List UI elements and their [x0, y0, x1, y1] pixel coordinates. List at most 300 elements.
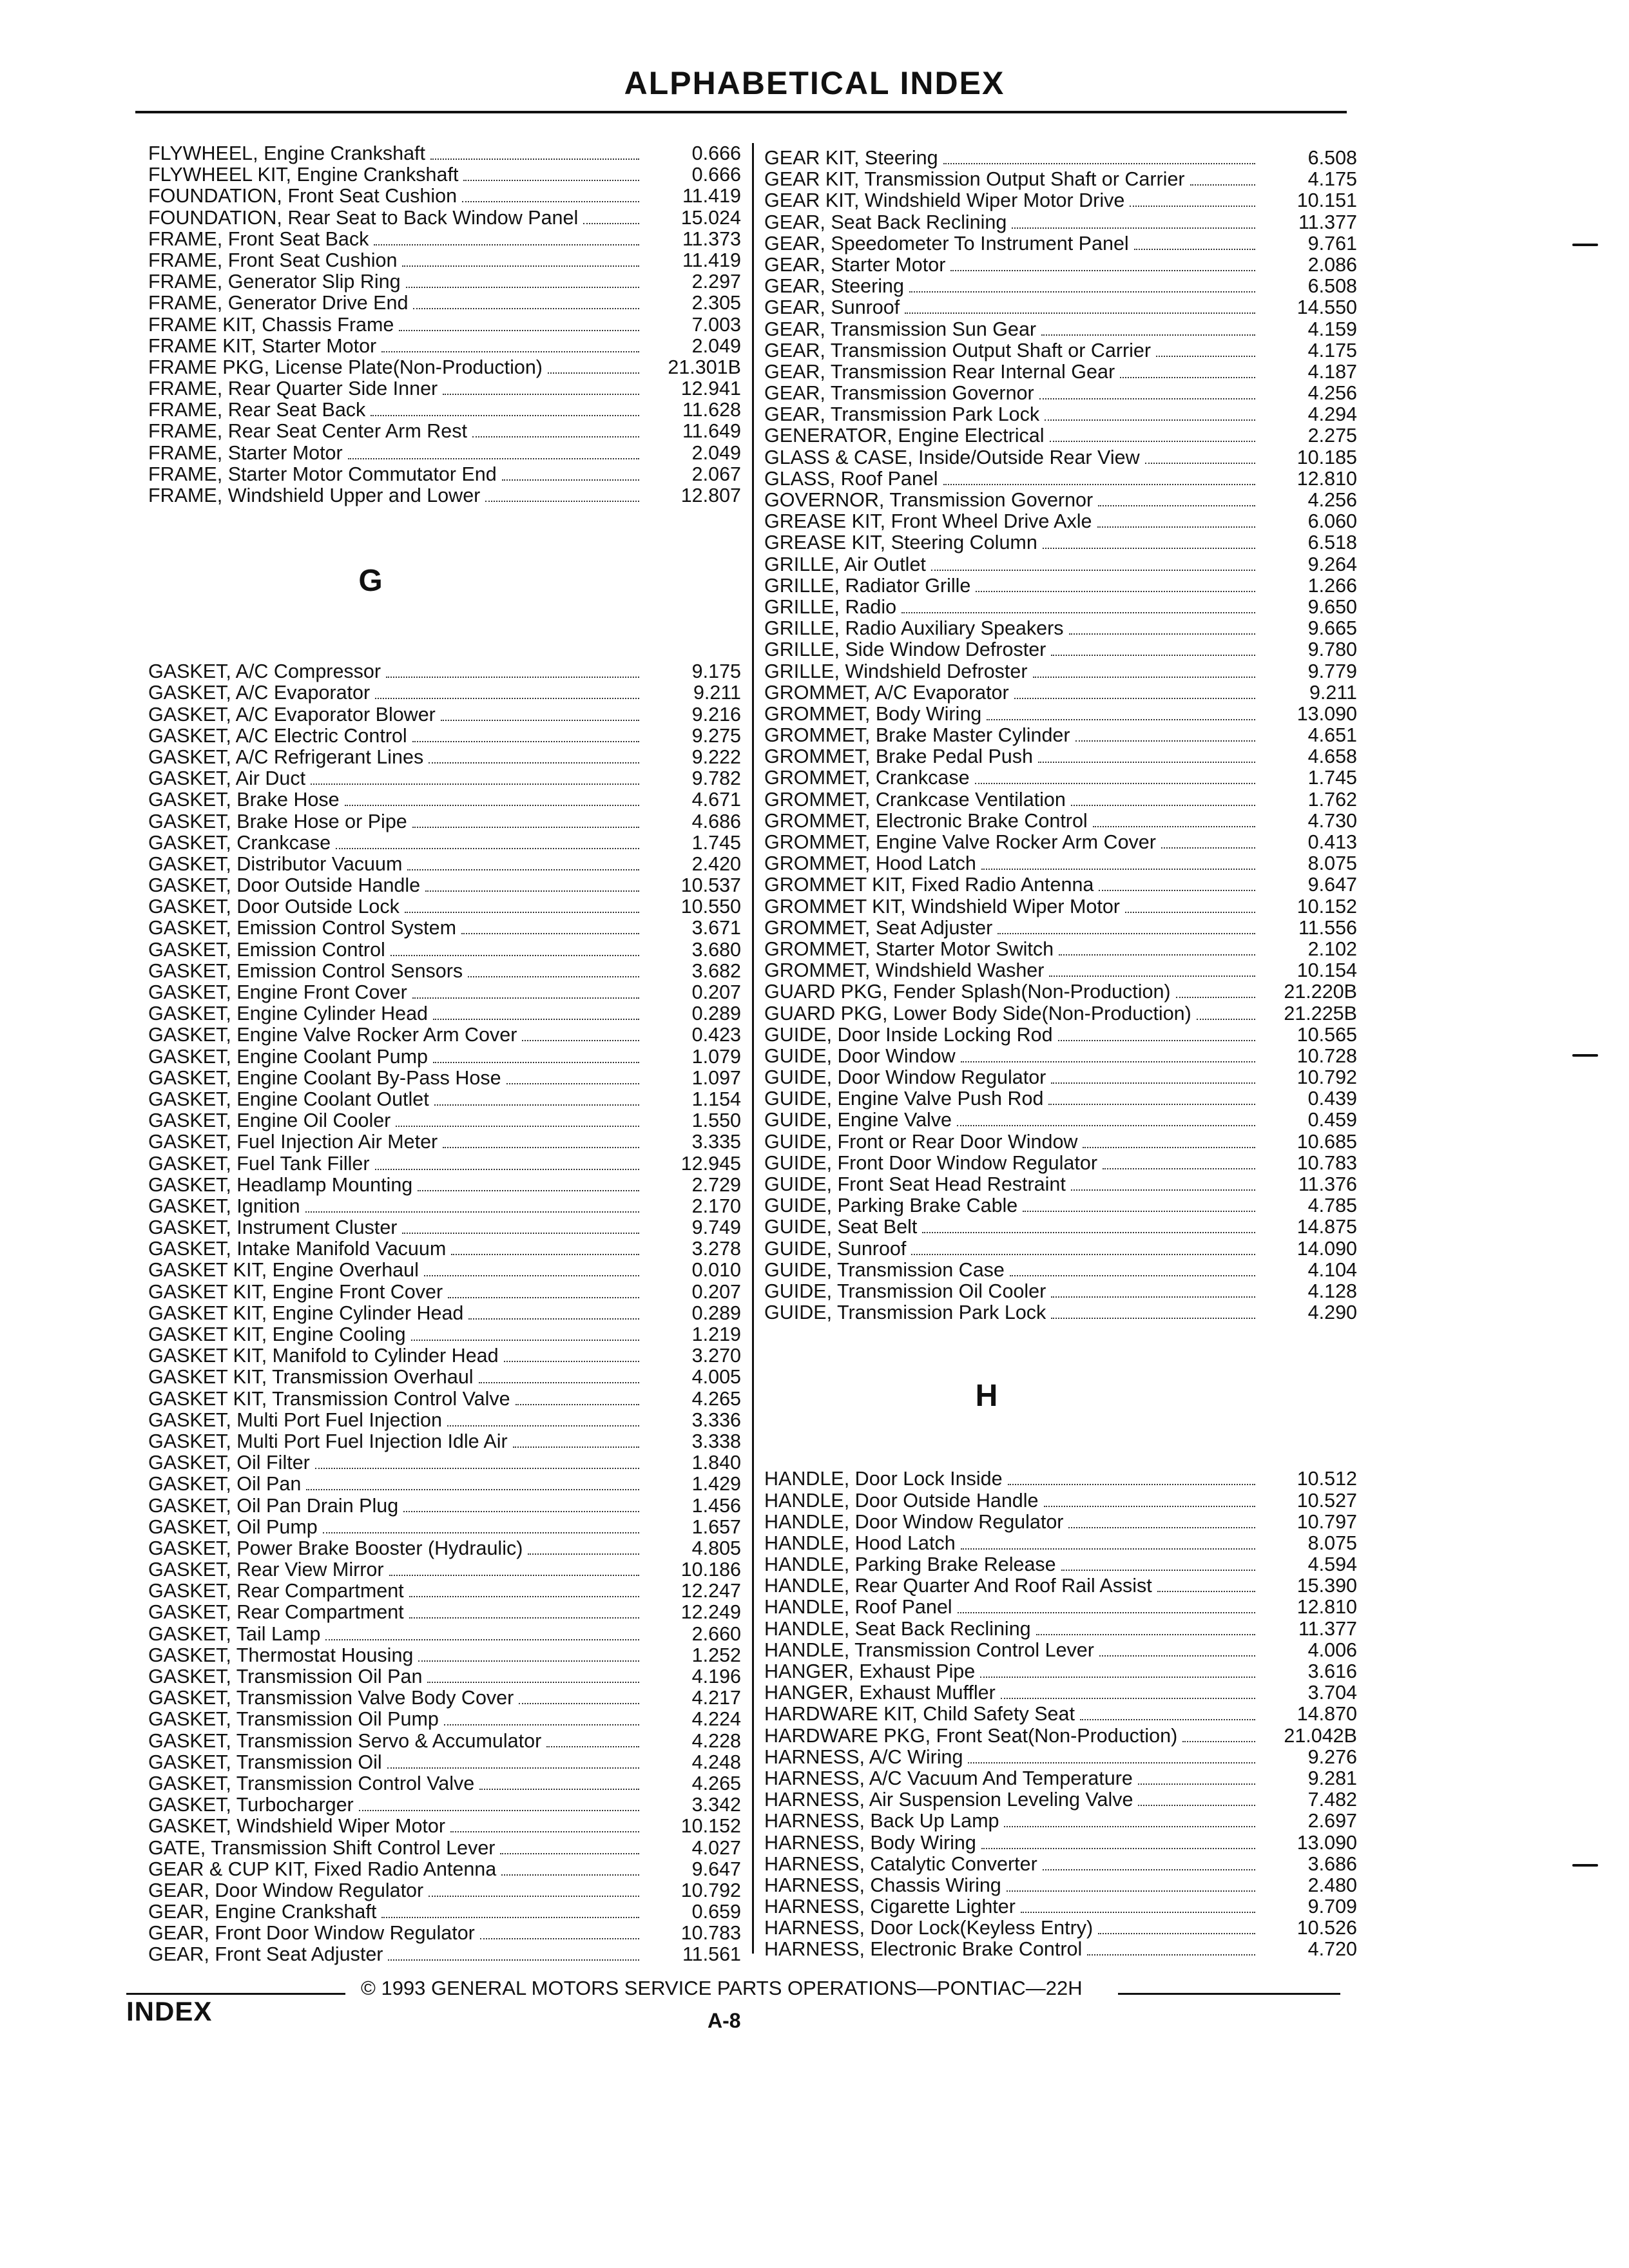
leader-dots [1008, 1484, 1255, 1485]
leader-dots [1080, 1719, 1255, 1720]
index-entry [148, 875, 741, 896]
index-entry [764, 767, 1357, 789]
column-divider [752, 143, 754, 1954]
leader-dots [1190, 184, 1255, 186]
entry-page-ref: 4.686 [691, 810, 741, 832]
index-entry [148, 1046, 741, 1068]
entry-page-ref: 3.682 [691, 959, 741, 982]
leader-dots [958, 1612, 1255, 1613]
index-entry [764, 789, 1357, 811]
entry-label: GASKET KIT, Engine Cooling [148, 1323, 406, 1345]
entry-label: GASKET, A/C Electric Control [148, 724, 407, 747]
leader-dots [407, 869, 639, 870]
leader-dots [519, 1703, 639, 1704]
leader-dots [411, 1340, 639, 1341]
entry-page-ref: 13.090 [1296, 1831, 1357, 1854]
index-entry [148, 1581, 741, 1602]
entry-page-ref: 3.278 [691, 1238, 741, 1260]
entry-page-ref: 4.217 [691, 1687, 741, 1709]
entry-label: GROMMET, Body Wiring [764, 702, 982, 725]
section-heading-h: H [975, 1379, 998, 1414]
index-entry [148, 682, 741, 704]
entry-label: HARNESS, Catalytic Converter [764, 1852, 1037, 1875]
entry-page-ref: 2.086 [1307, 253, 1357, 276]
entry-label: GRILLE, Side Window Defroster [764, 639, 1046, 661]
index-entry [148, 1731, 741, 1752]
leader-dots [911, 1254, 1255, 1255]
entry-page-ref: 9.275 [691, 724, 741, 747]
entry-page-ref: 1.762 [1307, 788, 1357, 811]
leader-dots [306, 1489, 639, 1490]
leader-dots [468, 1318, 639, 1320]
entry-label: GRILLE, Windshield Defroster [764, 660, 1028, 682]
entry-page-ref: 4.720 [1307, 1938, 1357, 1961]
leader-dots [388, 1959, 639, 1961]
index-entry [148, 1410, 741, 1431]
entry-page-ref: 9.761 [1307, 232, 1357, 255]
leader-dots [1023, 1211, 1255, 1212]
entry-label: GUIDE, Transmission Oil Cooler [764, 1280, 1046, 1302]
entry-page-ref: 3.336 [691, 1408, 741, 1431]
leader-dots [462, 201, 639, 202]
entry-page-ref: 13.090 [1296, 702, 1357, 725]
entry-page-ref: 9.782 [691, 767, 741, 790]
leader-dots [485, 501, 639, 502]
entry-page-ref: 12.810 [1296, 467, 1357, 490]
leader-dots [1087, 1954, 1255, 1956]
index-entry [148, 1238, 741, 1260]
index-entry [148, 1816, 741, 1837]
index-entry [764, 148, 1357, 169]
entry-label: GASKET, Emission Control Sensors [148, 959, 463, 982]
index-entry [764, 425, 1357, 447]
entry-label: FRAME KIT, Chassis Frame [148, 313, 394, 336]
leader-dots [1069, 633, 1256, 635]
leader-dots [1043, 548, 1255, 549]
index-entry [764, 490, 1357, 511]
section-label: INDEX [126, 1996, 213, 2026]
leader-dots [1068, 1527, 1255, 1528]
entry-label: GROMMET, A/C Evaporator [764, 681, 1009, 704]
entry-page-ref: 4.228 [691, 1729, 741, 1752]
entry-page-ref: 11.376 [1298, 1173, 1357, 1195]
index-entry [148, 939, 741, 961]
index-entry [148, 1110, 741, 1131]
entry-label: GROMMET, Brake Master Cylinder [764, 724, 1070, 747]
entry-page-ref: 8.075 [1307, 852, 1357, 875]
entry-page-ref: 12.247 [680, 1580, 741, 1602]
leader-dots [987, 719, 1255, 720]
leader-dots [1157, 1591, 1255, 1592]
leader-dots [506, 1083, 639, 1084]
leader-dots [381, 351, 639, 352]
entry-page-ref: 4.256 [1307, 489, 1357, 511]
entry-label: GUIDE, Sunroof [764, 1237, 907, 1260]
entry-label: HANDLE, Door Outside Handle [764, 1489, 1039, 1512]
entry-label: HARNESS, A/C Vacuum And Temperature [764, 1767, 1133, 1789]
leader-dots [1176, 997, 1255, 998]
page-title: ALPHABETICAL INDEX [624, 65, 1005, 101]
entry-page-ref: 10.185 [1296, 446, 1357, 468]
entry-page-ref: 1.456 [691, 1494, 741, 1517]
leader-dots [430, 159, 639, 160]
entry-page-ref: 1.840 [691, 1452, 741, 1474]
entry-label: GASKET, Fuel Injection Air Meter [148, 1131, 438, 1153]
index-entry [764, 1131, 1357, 1153]
entry-page-ref: 11.419 [682, 185, 741, 207]
index-entry [764, 874, 1357, 896]
margin-mark [1572, 1054, 1598, 1057]
entry-label: FRAME, Rear Seat Center Arm Rest [148, 420, 467, 443]
leader-dots [975, 783, 1255, 784]
entry-page-ref: 4.159 [1307, 318, 1357, 340]
entry-page-ref: 12.810 [1296, 1596, 1357, 1619]
index-entry [148, 961, 741, 982]
leader-dots [922, 1232, 1255, 1233]
entry-label: HANGER, Exhaust Pipe [764, 1660, 976, 1682]
index-entry [764, 468, 1357, 490]
entry-page-ref: 0.666 [691, 164, 741, 186]
entry-label: GROMMET, Engine Valve Rocker Arm Cover [764, 831, 1156, 853]
index-entry [148, 336, 741, 357]
index-entry [148, 1324, 741, 1345]
entry-label: GUIDE, Transmission Park Lock [764, 1302, 1046, 1324]
entry-page-ref: 11.628 [682, 399, 741, 421]
leader-dots [905, 312, 1255, 314]
leader-dots [1125, 912, 1255, 913]
entry-page-ref: 10.154 [1296, 959, 1357, 982]
leader-dots [479, 1789, 639, 1790]
leader-dots [1038, 762, 1255, 763]
leader-dots [1099, 890, 1255, 891]
entry-label: GUIDE, Transmission Case [764, 1258, 1005, 1281]
index-entry [764, 1554, 1357, 1575]
entry-label: GENERATOR, Engine Electrical [764, 425, 1045, 447]
entry-page-ref: 0.423 [691, 1024, 741, 1046]
entry-page-ref: 1.550 [691, 1110, 741, 1132]
entry-label: HANDLE, Rear Quarter And Roof Rail Assist [764, 1575, 1152, 1597]
entry-page-ref: 10.512 [1296, 1468, 1357, 1490]
entry-label: GASKET, Oil Pan [148, 1473, 302, 1495]
entry-page-ref: 3.270 [691, 1345, 741, 1367]
entry-label: GROMMET, Electronic Brake Control [764, 809, 1088, 832]
index-entry [764, 233, 1357, 255]
leader-dots [957, 1125, 1255, 1126]
entry-label: FLYWHEEL KIT, Engine Crankshaft [148, 164, 459, 186]
index-entry [764, 639, 1357, 660]
entry-page-ref: 11.377 [1298, 211, 1357, 233]
index-entry [148, 1624, 741, 1645]
entry-page-ref: 4.671 [691, 789, 741, 811]
entry-page-ref: 10.685 [1296, 1130, 1357, 1153]
entry-page-ref: 10.537 [680, 874, 741, 897]
entry-page-ref: 2.729 [691, 1173, 741, 1196]
entry-label: GUIDE, Door Inside Locking Rod [764, 1023, 1053, 1046]
page-number: A-8 [708, 2009, 741, 2032]
index-entry [148, 1153, 741, 1175]
entry-label: GOVERNOR, Transmission Governor [764, 489, 1094, 511]
entry-page-ref: 21.220B [1284, 981, 1357, 1003]
index-entry [764, 853, 1357, 874]
entry-label: HANDLE, Parking Brake Release [764, 1553, 1056, 1576]
entry-page-ref: 0.289 [691, 1003, 741, 1025]
leader-dots [1058, 1040, 1255, 1041]
entry-label: GUIDE, Seat Belt [764, 1216, 918, 1238]
leader-dots [390, 955, 639, 956]
index-entry [764, 297, 1357, 318]
entry-label: GASKET, Engine Oil Cooler [148, 1110, 391, 1132]
leader-dots [311, 783, 639, 785]
entry-label: FRAME, Starter Motor Commutator End [148, 463, 497, 485]
index-entry [148, 207, 741, 229]
entry-label: GASKET, Engine Valve Rocker Arm Cover [148, 1024, 517, 1046]
index-entry [764, 1260, 1357, 1281]
index-entry [764, 597, 1357, 618]
leader-dots [348, 458, 639, 459]
index-entry [764, 661, 1357, 682]
entry-label: GEAR KIT, Transmission Output Shaft or Carrier [764, 168, 1185, 191]
index-entry [764, 1216, 1357, 1238]
index-entry [764, 1067, 1357, 1088]
leader-dots [961, 1061, 1255, 1062]
index-entry [764, 1533, 1357, 1554]
index-entry [764, 918, 1357, 939]
right-group-1 [764, 148, 1357, 1323]
index-entry [764, 361, 1357, 383]
index-entry [764, 212, 1357, 233]
entry-label: GEAR, Transmission Governor [764, 382, 1034, 405]
leader-dots [901, 612, 1255, 613]
entry-page-ref: 0.666 [691, 142, 741, 164]
leader-dots [409, 1596, 639, 1597]
title-rule [135, 111, 1347, 113]
entry-label: GASKET, Emission Control System [148, 917, 456, 939]
entry-label: FRAME PKG, License Plate(Non-Production) [148, 356, 543, 378]
entry-label: GUIDE, Door Window [764, 1044, 956, 1067]
leader-dots [1182, 1741, 1255, 1742]
entry-page-ref: 10.151 [1296, 189, 1357, 212]
leader-dots [405, 912, 639, 913]
entry-page-ref: 0.289 [691, 1302, 741, 1324]
entry-label: GASKET, Distributor Vacuum [148, 852, 403, 875]
entry-page-ref: 6.508 [1307, 147, 1357, 169]
entry-page-ref: 10.792 [680, 1879, 741, 1901]
entry-label: FRAME, Front Seat Back [148, 227, 369, 250]
entry-label: GEAR, Steering [764, 275, 904, 298]
index-entry [764, 447, 1357, 468]
footer-rule-right [1118, 1993, 1340, 1995]
leader-dots [1051, 1082, 1255, 1084]
index-entry [764, 276, 1357, 297]
leader-dots [528, 1553, 639, 1555]
index-entry [148, 1452, 741, 1474]
leader-dots [1156, 356, 1255, 357]
entry-label: HANDLE, Door Window Regulator [764, 1510, 1064, 1533]
leader-dots [976, 591, 1255, 592]
entry-label: GASKET, Windshield Wiper Motor [148, 1815, 446, 1838]
entry-label: HANDLE, Transmission Control Lever [764, 1639, 1094, 1661]
entry-page-ref: 4.175 [1307, 168, 1357, 191]
entry-page-ref: 3.686 [1307, 1852, 1357, 1875]
leader-dots [1161, 847, 1255, 849]
entry-label: FRAME KIT, Starter Motor [148, 334, 377, 357]
entry-label: FRAME, Rear Quarter Side Inner [148, 378, 438, 400]
entry-label: GROMMET, Seat Adjuster [764, 916, 993, 939]
entry-page-ref: 11.419 [682, 249, 741, 271]
footer-rule-left [126, 1993, 345, 1995]
entry-label: GRILLE, Radiator Grille [764, 574, 971, 597]
entry-page-ref: 6.518 [1307, 532, 1357, 554]
entry-label: GASKET KIT, Engine Front Cover [148, 1280, 443, 1303]
entry-page-ref: 12.249 [680, 1601, 741, 1624]
index-entry [764, 1490, 1357, 1512]
index-entry [148, 1389, 741, 1410]
index-entry [148, 399, 741, 421]
leader-dots [1130, 206, 1255, 207]
index-entry [764, 190, 1357, 211]
entry-page-ref: 1.219 [691, 1323, 741, 1345]
index-entry [148, 1687, 741, 1709]
index-entry [148, 1538, 741, 1559]
index-entry [764, 1195, 1357, 1216]
entry-label: HARDWARE PKG, Front Seat(Non-Production) [764, 1724, 1178, 1747]
entry-page-ref: 14.550 [1296, 296, 1357, 319]
entry-page-ref: 4.128 [1307, 1280, 1357, 1302]
index-entry [148, 747, 741, 768]
leader-dots [448, 1297, 639, 1298]
entry-label: GASKET, A/C Refrigerant Lines [148, 745, 424, 768]
index-entry [764, 1939, 1357, 1960]
entry-page-ref: 3.671 [691, 917, 741, 939]
index-entry [764, 704, 1357, 725]
index-entry [148, 1752, 741, 1773]
entry-label: GEAR, Speedometer To Instrument Panel [764, 232, 1129, 255]
entry-page-ref: 4.027 [691, 1836, 741, 1859]
entry-label: GROMMET, Hood Latch [764, 852, 976, 875]
entry-page-ref: 21.301B [668, 356, 741, 378]
entry-label: GASKET, Crankcase [148, 831, 331, 854]
leader-dots [418, 1660, 639, 1662]
entry-page-ref: 4.006 [1307, 1639, 1357, 1661]
entry-page-ref: 4.785 [1307, 1195, 1357, 1217]
index-entry [148, 143, 741, 164]
leader-dots [950, 270, 1255, 271]
entry-label: GUARD PKG, Lower Body Side(Non-Production) [764, 1002, 1191, 1024]
index-entry [764, 1832, 1357, 1854]
entry-label: GASKET, A/C Evaporator Blower [148, 703, 436, 726]
index-entry [764, 1661, 1357, 1682]
entry-label: GASKET, Oil Pan Drain Plug [148, 1494, 399, 1517]
entry-label: FLYWHEEL, Engine Crankshaft [148, 142, 426, 164]
leader-dots [1103, 1168, 1255, 1169]
entry-page-ref: 15.390 [1296, 1575, 1357, 1597]
entry-label: GUIDE, Front or Rear Door Window [764, 1130, 1078, 1153]
leader-dots [374, 244, 639, 245]
index-entry [764, 1619, 1357, 1640]
index-entry [764, 682, 1357, 704]
index-entry [764, 1302, 1357, 1323]
entry-label: GASKET, Rear Compartment [148, 1601, 404, 1624]
entry-label: GEAR KIT, Steering [764, 147, 938, 169]
index-entry [764, 554, 1357, 575]
leader-dots [1098, 505, 1255, 506]
leader-dots [389, 1575, 639, 1576]
entry-label: GASKET, Intake Manifold Vacuum [148, 1238, 447, 1260]
index-entry [148, 1024, 741, 1046]
index-entry [148, 1303, 741, 1324]
left-group-1 [148, 143, 741, 506]
entry-label: GASKET, Transmission Control Valve [148, 1772, 475, 1794]
entry-label: GASKET, Oil Filter [148, 1452, 310, 1474]
entry-label: HANDLE, Door Lock Inside [764, 1468, 1003, 1490]
leader-dots [980, 1677, 1255, 1678]
entry-label: GASKET KIT, Transmission Overhaul [148, 1366, 474, 1389]
leader-dots [1007, 1890, 1255, 1892]
entry-page-ref: 4.256 [1307, 382, 1357, 405]
leader-dots [451, 1254, 639, 1255]
entry-label: GASKET KIT, Engine Overhaul [148, 1259, 419, 1282]
leader-dots [413, 308, 639, 309]
index-entry [764, 1575, 1357, 1597]
entry-page-ref: 15.024 [680, 206, 741, 229]
index-entry [148, 186, 741, 207]
leader-dots [443, 394, 639, 395]
leader-dots [359, 1810, 639, 1811]
index-entry [764, 1003, 1357, 1024]
index-entry [764, 1811, 1357, 1832]
index-entry [148, 768, 741, 789]
index-entry [148, 704, 741, 726]
entry-label: FRAME, Generator Slip Ring [148, 271, 401, 293]
leader-dots [461, 933, 639, 934]
entry-page-ref: 12.941 [680, 378, 741, 400]
entry-page-ref: 4.175 [1307, 339, 1357, 361]
leader-dots [1014, 698, 1255, 699]
entry-page-ref: 9.216 [691, 703, 741, 726]
entry-label: GASKET, Instrument Cluster [148, 1216, 398, 1239]
entry-page-ref: 4.658 [1307, 745, 1357, 768]
entry-label: GEAR, Transmission Output Shaft or Carrier [764, 339, 1152, 361]
entry-page-ref: 12.807 [680, 485, 741, 506]
leader-dots [381, 1917, 639, 1918]
entry-page-ref: 3.680 [691, 938, 741, 961]
entry-page-ref: 1.429 [691, 1473, 741, 1495]
entry-label: GUARD PKG, Fender Splash(Non-Production) [764, 981, 1171, 1003]
index-entry [764, 1174, 1357, 1195]
entry-page-ref: 4.290 [1307, 1302, 1357, 1324]
entry-page-ref: 9.175 [691, 660, 741, 683]
entry-page-ref: 9.211 [693, 682, 741, 704]
leader-dots [1041, 334, 1255, 336]
entry-label: GROMMET, Crankcase Ventilation [764, 788, 1066, 811]
index-entry [764, 1024, 1357, 1046]
index-entry [148, 250, 741, 271]
entry-label: FRAME, Front Seat Cushion [148, 249, 398, 271]
leader-dots [1134, 249, 1255, 250]
leader-dots [1051, 1318, 1255, 1319]
entry-page-ref: 11.561 [682, 1943, 741, 1966]
leader-dots [315, 1468, 639, 1469]
entry-label: GUIDE, Door Window Regulator [764, 1066, 1046, 1089]
index-entry [764, 1088, 1357, 1110]
leader-dots [444, 1724, 639, 1725]
entry-label: GROMMET KIT, Windshield Wiper Motor [764, 895, 1120, 918]
entry-page-ref: 9.222 [691, 745, 741, 768]
leader-dots [1051, 1296, 1255, 1298]
entry-label: HARNESS, Air Suspension Leveling Valve [764, 1789, 1133, 1811]
entry-label: GASKET, Door Outside Handle [148, 874, 421, 897]
leader-dots [375, 1169, 639, 1170]
